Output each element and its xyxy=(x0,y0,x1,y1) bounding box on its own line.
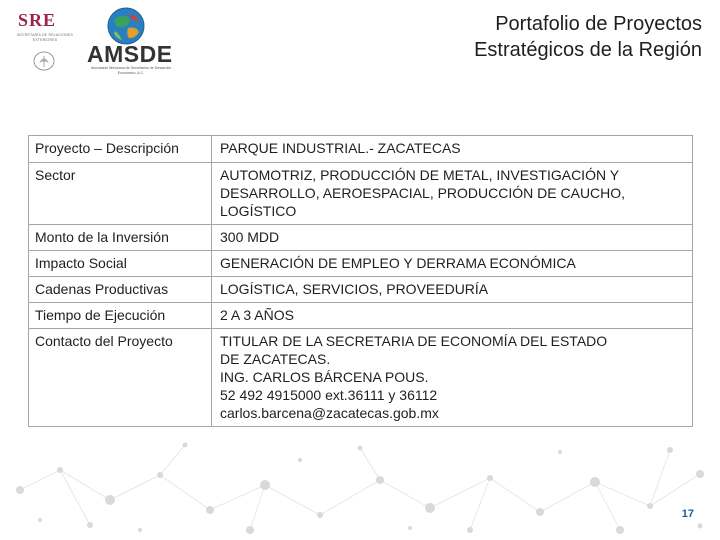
row-label: Proyecto – Descripción xyxy=(29,136,212,163)
value-line: 2 A 3 AÑOS xyxy=(220,307,294,323)
table-row-social-impact xyxy=(29,251,693,277)
table-row-project-contact xyxy=(29,329,693,427)
value-line: LOGÍSTICA, SERVICIOS, PROVEEDURÍA xyxy=(220,281,489,297)
row-value xyxy=(212,136,693,163)
row-label: Cadenas Productivas xyxy=(29,277,212,303)
table-row-project-description xyxy=(29,136,693,163)
row-value xyxy=(212,225,693,251)
row-label: Sector xyxy=(29,163,212,225)
amsde-logo-subtitle: Asociación Mexicana de Secretarios de Desarrollo Económico, A.C. xyxy=(90,66,172,75)
value-line: 52 492 4915000 ext.36111 y 36112 xyxy=(220,387,438,403)
slide-title-line-2: Estratégicos de la Región xyxy=(474,39,702,61)
value-line: DESARROLLO, AEROESPACIAL, PRODUCCIÓN DE CAUCHO, xyxy=(220,185,626,201)
value-line: LOGÍSTICO xyxy=(220,203,297,219)
row-value xyxy=(212,163,693,225)
slide-title xyxy=(474,11,702,63)
row-value xyxy=(212,251,693,277)
amsde-globe-icon xyxy=(106,6,146,46)
value-line: DE ZACATECAS. xyxy=(220,351,331,367)
mexico-coat-of-arms-icon xyxy=(32,50,56,72)
sre-logo-subtitle: SECRETARÍA DE RELACIONES EXTERIORES xyxy=(16,33,74,42)
table-row-productive-chains xyxy=(29,277,693,303)
row-value xyxy=(212,277,693,303)
value-line: GENERACIÓN DE EMPLEO Y DERRAMA ECONÓMICA xyxy=(220,255,576,271)
table-row-investment-amount xyxy=(29,225,693,251)
slide-title-line-1: Portafolio de Proyectos xyxy=(495,13,702,35)
row-label: Contacto del Proyecto xyxy=(29,329,212,427)
value-line: AUTOMOTRIZ, PRODUCCIÓN DE METAL, INVESTIGACIÓN Y xyxy=(220,167,620,183)
value-line: TITULAR DE LA SECRETARIA DE ECONOMÍA DEL ESTADO xyxy=(220,333,608,349)
sre-logo-wordmark: SRE xyxy=(18,10,57,30)
row-label: Monto de la Inversión xyxy=(29,225,212,251)
network-dots-background xyxy=(0,430,720,540)
value-line: ING. CARLOS BÁRCENA POUS. xyxy=(220,369,429,385)
row-value xyxy=(212,303,693,329)
amsde-logo-wordmark: AMSDE xyxy=(87,41,173,67)
row-label: Tiempo de Ejecución xyxy=(29,303,212,329)
value-line: 300 MDD xyxy=(220,229,280,245)
row-label: Impacto Social xyxy=(29,251,212,277)
page-number: 17 xyxy=(681,508,694,520)
table-row-sector xyxy=(29,163,693,225)
row-value xyxy=(212,329,693,427)
table-row-execution-time xyxy=(29,303,693,329)
contact-email[interactable]: carlos.barcena@zacatecas.gob.mx xyxy=(220,405,439,421)
project-details-table xyxy=(28,135,693,427)
value-line: PARQUE INDUSTRIAL.- ZACATECAS xyxy=(220,140,461,156)
